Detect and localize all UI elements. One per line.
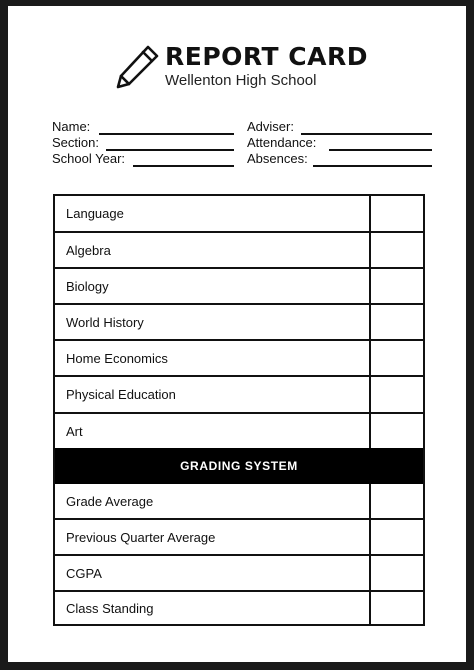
grade-cell[interactable] (369, 484, 423, 518)
table-row (55, 484, 423, 520)
subject-label: Algebra (66, 242, 111, 258)
subject-label: World History (66, 314, 144, 330)
attendance-label: Attendance: (247, 135, 317, 150)
absences-field[interactable] (247, 151, 432, 167)
adviser-field[interactable] (247, 119, 432, 135)
table-row (55, 414, 423, 448)
school-year-field[interactable] (52, 151, 234, 167)
absences-line (313, 165, 432, 167)
table-row (55, 341, 423, 377)
grade-cell[interactable] (369, 305, 423, 339)
grade-cell[interactable] (369, 414, 423, 448)
table-row (55, 196, 423, 233)
table-row (55, 305, 423, 341)
name-field[interactable] (52, 119, 234, 135)
section-field[interactable] (52, 135, 234, 151)
grading-item-label: Class Standing (66, 600, 154, 616)
subject-label: Physical Education (66, 387, 176, 402)
name-label: Name: (52, 119, 91, 134)
attendance-field[interactable] (247, 135, 432, 151)
grading-item-label: Grade Average (66, 493, 154, 509)
subject-label: Biology (66, 278, 109, 294)
grading-system-banner (55, 448, 423, 484)
report-card-page (8, 6, 466, 662)
grades-table (53, 194, 425, 626)
grading-item-label: Previous Quarter Average (66, 529, 216, 545)
grade-cell[interactable] (369, 269, 423, 303)
subject-label: Language (66, 206, 124, 221)
grade-cell[interactable] (369, 556, 423, 590)
table-row (55, 592, 423, 624)
section-label: Section: (52, 135, 99, 150)
school-name: Wellenton High School (165, 72, 317, 89)
grade-cell[interactable] (369, 592, 423, 624)
subject-label: Art (66, 423, 83, 439)
table-row (55, 377, 423, 414)
grade-cell[interactable] (369, 520, 423, 554)
page-title: REPORT CARD (165, 42, 368, 71)
table-row (55, 233, 423, 269)
absences-label: Absences: (247, 151, 308, 166)
table-row (55, 556, 423, 592)
table-row (55, 269, 423, 305)
grading-item-label: CGPA (66, 565, 102, 581)
grade-cell[interactable] (369, 233, 423, 267)
table-row (55, 520, 423, 556)
grade-cell[interactable] (369, 196, 423, 231)
grade-cell[interactable] (369, 341, 423, 375)
pencil-icon (112, 42, 162, 92)
grading-system-title: GRADING SYSTEM (180, 459, 298, 473)
school-year-label: School Year: (52, 151, 126, 166)
adviser-label: Adviser: (247, 119, 294, 134)
school-year-line (133, 165, 234, 167)
grade-cell[interactable] (369, 377, 423, 412)
subject-label: Home Economics (66, 350, 168, 366)
